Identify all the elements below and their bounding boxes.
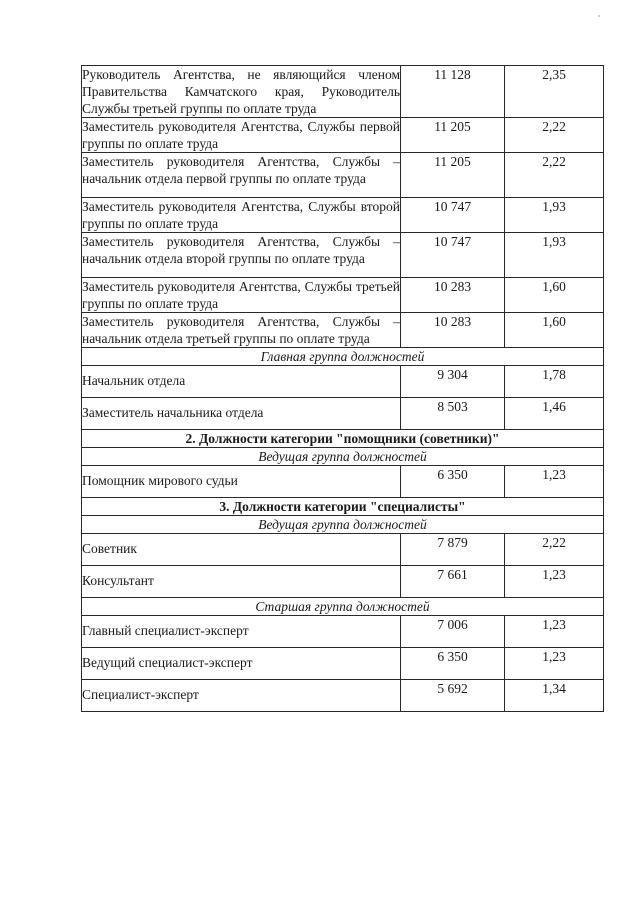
table-row — [82, 278, 604, 313]
table-row — [82, 616, 604, 648]
salary-cell: 9 304 — [401, 366, 505, 398]
table-row — [82, 153, 604, 198]
coefficient-cell: 1,46 — [505, 398, 604, 430]
salary-cell: 10 283 — [401, 313, 505, 348]
group-header-row — [82, 348, 604, 366]
salary-cell: 7 879 — [401, 534, 505, 566]
table-row — [82, 648, 604, 680]
coefficient-cell: 2,22 — [505, 118, 604, 153]
position-cell: Заместитель руководителя Агентства, Службы первой группы по оплате труда — [82, 119, 400, 151]
table-row — [82, 466, 604, 498]
position-cell: Ведущий специалист-эксперт — [82, 648, 401, 680]
position-cell: Заместитель руководителя Агентства, Службы второй группы по оплате труда — [82, 199, 400, 231]
position-cell: Заместитель руководителя Агентства, Службы – начальник отдела первой группы по оплате труда — [82, 153, 401, 198]
category-heading: 3. Должности категории "специалисты" — [82, 498, 604, 516]
category-header-row — [82, 430, 604, 448]
coefficient-cell: 1,60 — [505, 313, 604, 348]
salary-cell: 11 128 — [401, 66, 505, 118]
coefficient-cell: 2,35 — [505, 66, 604, 118]
group-heading: Главная группа должностей — [82, 348, 604, 366]
salary-cell: 11 205 — [401, 118, 505, 153]
position-cell: Начальник отдела — [82, 366, 401, 398]
table-row — [82, 534, 604, 566]
group-heading: Ведущая группа должностей — [82, 448, 604, 466]
group-header-row — [82, 516, 604, 534]
coefficient-cell: 1,23 — [505, 566, 604, 598]
group-heading: Ведущая группа должностей — [82, 516, 604, 534]
coefficient-cell: 1,78 — [505, 366, 604, 398]
salary-cell: 11 205 — [401, 153, 505, 198]
category-header-row — [82, 498, 604, 516]
position-cell: Консультант — [82, 566, 401, 598]
salary-cell: 10 283 — [401, 278, 505, 313]
salary-table — [81, 65, 604, 712]
position-cell: Заместитель начальника отдела — [82, 398, 401, 430]
coefficient-cell: 1,23 — [505, 466, 604, 498]
scan-speck — [598, 15, 600, 17]
table-row — [82, 366, 604, 398]
coefficient-cell: 2,22 — [505, 534, 604, 566]
salary-cell: 10 747 — [401, 198, 505, 233]
coefficient-cell: 1,93 — [505, 198, 604, 233]
coefficient-cell: 1,93 — [505, 233, 604, 278]
salary-cell: 7 661 — [401, 566, 505, 598]
table-row — [82, 233, 604, 278]
table-row — [82, 118, 604, 153]
coefficient-cell: 1,23 — [505, 648, 604, 680]
table-row — [82, 398, 604, 430]
table-row — [82, 566, 604, 598]
salary-cell: 7 006 — [401, 616, 505, 648]
position-cell: Руководитель Агентства, не являющийся членом Правительства Камчатского края, Руководитель Службы третьей группы по оплате труда — [82, 67, 400, 116]
table-row — [82, 680, 604, 712]
salary-cell: 10 747 — [401, 233, 505, 278]
group-header-row — [82, 448, 604, 466]
group-header-row — [82, 598, 604, 616]
position-cell: Заместитель руководителя Агентства, Службы – начальник отдела второй группы по оплате труда — [82, 233, 401, 278]
table-row — [82, 66, 604, 118]
table-row — [82, 198, 604, 233]
position-cell: Специалист-эксперт — [82, 680, 401, 712]
position-cell: Советник — [82, 534, 401, 566]
coefficient-cell: 1,34 — [505, 680, 604, 712]
group-heading: Старшая группа должностей — [82, 598, 604, 616]
table-row — [82, 313, 604, 348]
position-cell: Помощник мирового судьи — [82, 466, 401, 498]
position-cell: Заместитель руководителя Агентства, Службы третьей группы по оплате труда — [82, 279, 400, 311]
coefficient-cell: 1,23 — [505, 616, 604, 648]
position-cell: Главный специалист-эксперт — [82, 616, 401, 648]
coefficient-cell: 2,22 — [505, 153, 604, 198]
category-heading: 2. Должности категории "помощники (советники)" — [82, 430, 604, 448]
salary-cell: 6 350 — [401, 466, 505, 498]
salary-table-body — [82, 66, 604, 712]
salary-cell: 6 350 — [401, 648, 505, 680]
position-cell: Заместитель руководителя Агентства, Службы – начальник отдела третьей группы по оплате труда — [82, 314, 400, 346]
salary-cell: 8 503 — [401, 398, 505, 430]
salary-cell: 5 692 — [401, 680, 505, 712]
coefficient-cell: 1,60 — [505, 278, 604, 313]
